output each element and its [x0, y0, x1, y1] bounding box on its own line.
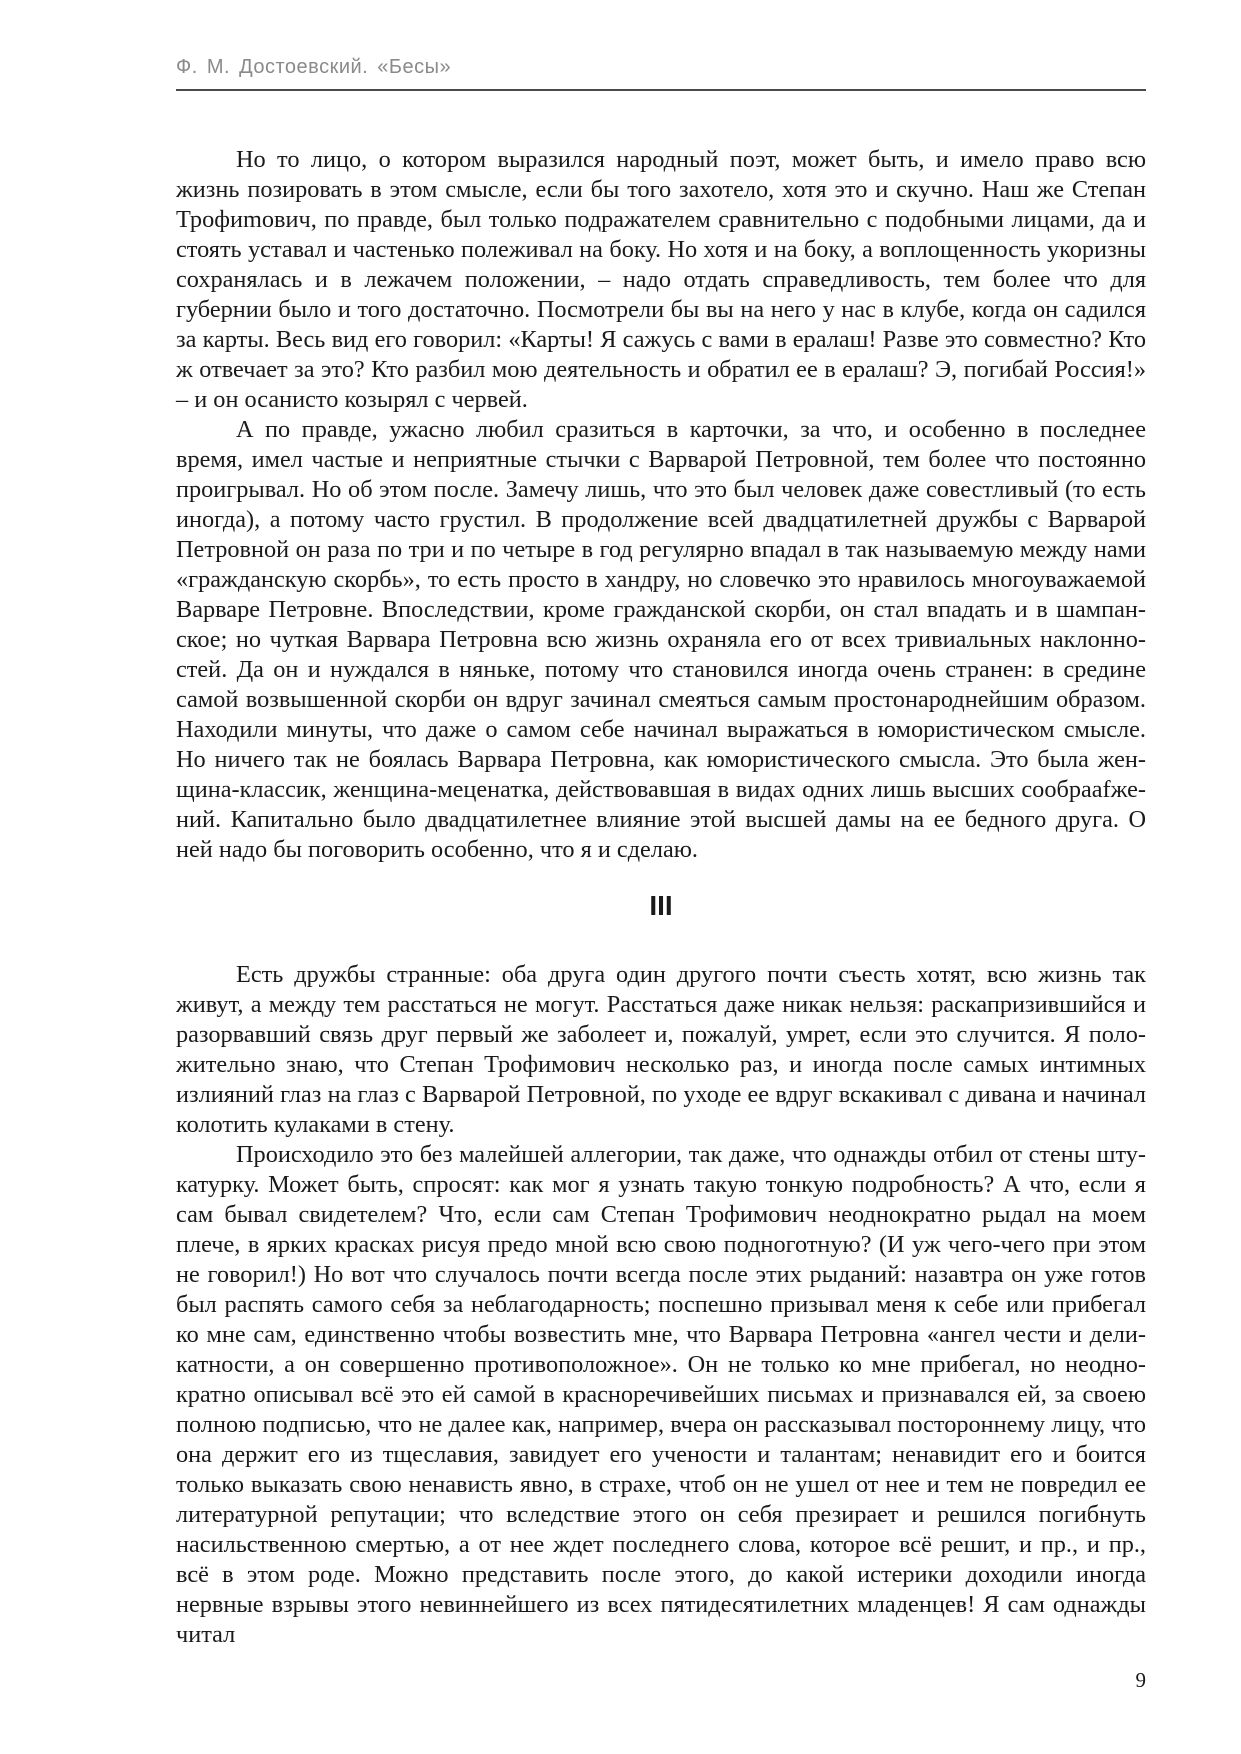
text-block-before-chapter: [176, 145, 1146, 865]
text-block-chapter-three: [176, 960, 1146, 1650]
paragraph: А по правде, ужасно любил сразиться в карточки, за что, и особенно в последнее время, имел частые и неприятные стычки с Варварой Петровной, тем более что постоянно проигрывал. Но об этом после. Замечу лишь, что это был человек даже совестливый (то есть иногда), а потому часто грустил. В продолжение всей двадцатилетней дружбы с Варварой Петровной он раза по три и по четыре в год регулярно впадал в так называемую между нами «гражданскую скорбь», то есть просто в хандру, но словечко это нравилось многоуважаемой Варваре Петровне. Впоследствии, кроме гражданской скорби, он стал впадать и в шампанское; но чуткая Варвара Петровна всю жизнь охраняла его от всех тривиальных наклонностей. Да он и нуждался в няньке, потому что становился иногда очень странен: в средине самой возвышенной скорби он вдруг зачинал смеяться самым простонароднейшим образом. Находили минуты, что даже о самом себе начинал выражаться в юмористическом смысле. Но ничего так не боялась Варвара Петровна, как юмористического смысла. Это была женщина-классик, женщина-меценатка, действовавшая в видах одних лишь высших сообраafжений. Капитально было двадцатилетнее влияние этой высшей дамы на ее бедного друга. О ней надо бы поговорить особенно, что я и сделаю.: [176, 416, 1146, 863]
paragraph: Есть дружбы странные: оба друга один другого почти съесть хотят, всю жизнь так живут, а между тем расстаться не могут. Расстаться даже никак нельзя: раскапризившийся и разорвавший связь друг первый же заболеет и, пожалуй, умрет, если это случится. Я положительно знаю, что Степан Трофимович несколько раз, и иногда после самых интимных излияний глаз на глаз с Варварой Петровной, по уходе ее вдруг вскакивал с дивана и начинал колотить кулаками в стену.: [176, 961, 1146, 1138]
header-rule: [176, 89, 1146, 91]
paragraph: Но то лицо, о котором выразился народный поэт, может быть, и имело право всю жизнь позировать в этом смысле, если бы того захотело, хотя это и скучно. Наш же Степан Трофиmович, по правде, был только подражателем сравнительно с подобными лицами, да и стоять уставал и частенько полеживал на боку. Но хотя и на боку, а воплощенность укоризны сохранялась и в лежачем положении, – надо отдать справедливость, тем более что для губернии было и того достаточно. Посмотрели бы вы на него у нас в клубе, когда он садился за карты. Весь вид его говорил: «Карты! Я сажусь с вами в ералаш! Разве это совместно? Кто ж отвечает за это? Кто разбил мою деятельность и обратил ее в ералаш? Э, погибай Россия!» – и он осанисто козырял с червей.: [176, 146, 1146, 413]
running-header: Ф. М. Достоевский. «Бесы»: [176, 56, 452, 78]
paragraph: Происходило это без малейшей аллегории, так даже, что однажды отбил от стены штукатурку. Может быть, спросят: как мог я узнать такую тонкую подробность? А что, если я сам бывал свидетелем? Что, если сам Степан Трофимович неоднократно рыдал на моем плече, в ярких красках рисуя предо мной всю свою подноготную? (И уж чего-чего при этом не говорил!) Но вот что случалось почти всегда после этих рыданий: назавтра он уже готов был распять самого себя за неблагодарность; поспешно призывал меня к себе или прибегал ко мне сам, единственно чтобы возвестить мне, что Варвара Петровна «ангел чести и деликатности, а он совершенно противоположное». Он не только ко мне прибегал, но неоднократно описывал всё это ей самой в красноречивейших письмах и признавался ей, за своею полною подписью, что не далее как, например, вчера он рассказывал постороннему лицу, что она держит его из тщеславия, завидует его учености и талантам; ненавидит его и боится только выказать свою ненависть явно, в страхе, чтоб он не ушел от нее и тем не повредил ее литературной репутации; что вследствие этого он себя презирает и решился погибнуть насильственною смертью, а от нее ждет последнего слова, которое всё решит, и пр., и пр., всё в этом роде. Можно представить после этого, до какой истерики доходили иногда нервные взрывы этого невиннейшего из всех пятидесятилетних младенцев! Я сам однажды читал: [176, 1141, 1146, 1648]
page-number: 9: [1135, 1668, 1146, 1692]
chapter-heading: III: [649, 890, 673, 921]
